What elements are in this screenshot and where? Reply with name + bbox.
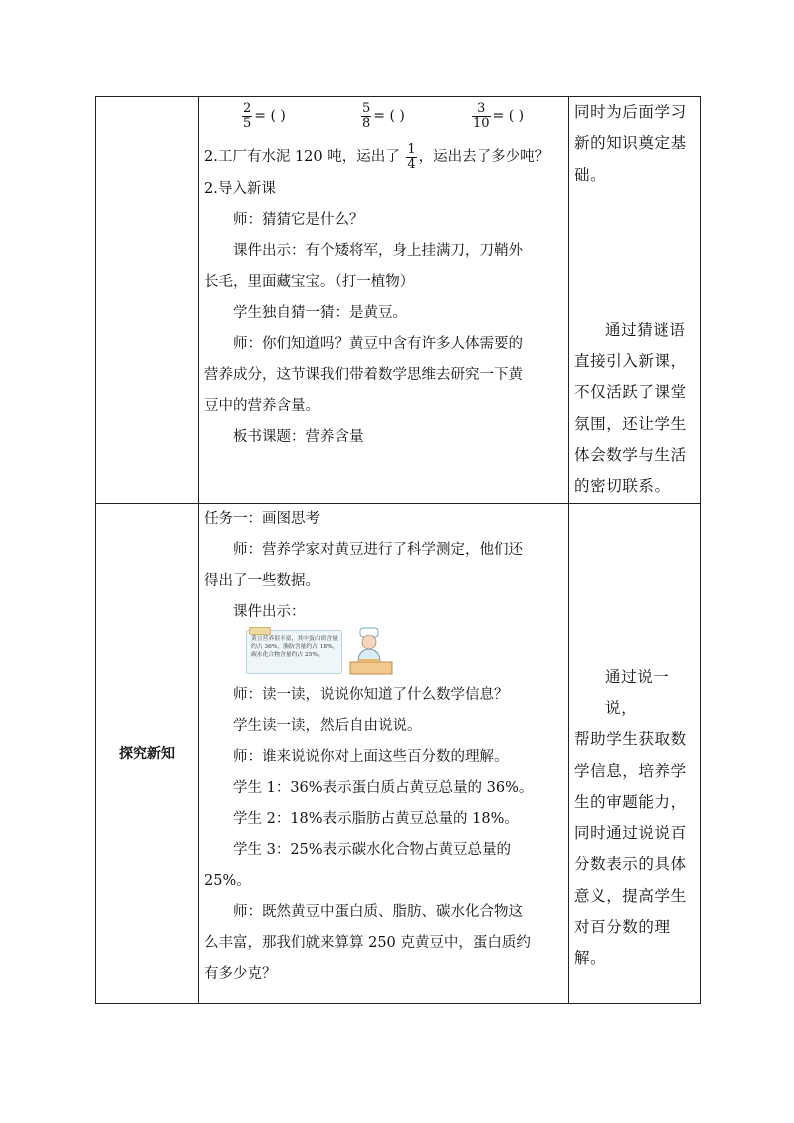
- info-card: [246, 630, 342, 674]
- note-line: 对百分数的理解。: [574, 918, 671, 968]
- text-line: 师：猜猜它是什么？: [233, 212, 364, 228]
- stage-cell: [96, 503, 199, 1003]
- text-line: 师：既然黄豆中蛋白质、脂肪、碳水化合物这: [233, 903, 523, 920]
- text-line: 营养成分，这节课我们带着数学思维去研究一下黄: [204, 367, 523, 383]
- fraction: [472, 102, 491, 131]
- fraction-exercise-row: [204, 97, 564, 141]
- note-line: 的密切联系。: [574, 477, 671, 496]
- denominator: 8: [362, 116, 371, 131]
- note-line: 生的审题能力，: [574, 792, 687, 811]
- text-line: 学生独自猜一猜：是黄豆。: [233, 305, 407, 321]
- text-line: 学生读一读，然后自由说说。: [233, 717, 422, 734]
- note-line: 新的知识奠定基: [574, 134, 687, 153]
- nutritionist-figure-icon: [346, 626, 394, 678]
- note-line: 同时通过说说百: [574, 824, 687, 843]
- text-line: 么丰富，那我们就来算算 250 克黄豆中，蛋白质约: [204, 934, 531, 951]
- fraction: [361, 102, 371, 131]
- fraction-exercise: [470, 101, 524, 133]
- note-line: 通过说一说，: [605, 667, 670, 717]
- text-line: 课件出示：有个矮将军，身上挂满刀，刀鞘外: [233, 243, 523, 259]
- note-line: 学信息，培养学: [574, 761, 687, 780]
- note-line: 帮助学生获取数: [574, 730, 687, 749]
- text-line: 师：你们知道吗？黄豆中含有许多人体需要的: [233, 336, 523, 352]
- text-line: 得出了一些数据。: [204, 572, 320, 589]
- fraction-exercise: [240, 101, 286, 133]
- text-line: 师：营养学家对黄豆进行了科学测定，他们还: [233, 541, 523, 558]
- fraction-exercise: [359, 101, 405, 133]
- note-line: 同时为后面学习: [574, 103, 687, 121]
- content-cell: [199, 503, 569, 1003]
- stage-cell-empty: [96, 97, 199, 504]
- note-cell: [569, 97, 701, 504]
- note-line: 础。: [574, 165, 607, 184]
- blank-answer: = ( ): [373, 108, 405, 124]
- lesson-plan-table: [95, 96, 701, 1004]
- book-icon: [249, 627, 271, 635]
- content-cell: [199, 97, 569, 504]
- section-heading: 任务一：画图思考: [204, 510, 320, 527]
- note-line: 通过猜谜语: [605, 320, 686, 339]
- section-heading: 2.导入新课: [204, 181, 276, 197]
- note-line: 直接引入新课，: [574, 352, 687, 371]
- numerator: 1: [407, 141, 416, 157]
- text-line: 学生 2：18%表示脂肪占黄豆总量的 18%。: [233, 810, 519, 827]
- text-line: 师：读一读，说说你知道了什么数学信息？: [233, 686, 509, 703]
- note-line: 意义，提高学生: [574, 886, 687, 905]
- question-line: [204, 141, 564, 174]
- note-line: 不仅活跃了课堂: [574, 383, 687, 402]
- numerator: 3: [472, 102, 491, 117]
- blank-answer: = ( ): [492, 108, 525, 124]
- fraction: [406, 143, 416, 172]
- note-cell: [569, 503, 701, 1003]
- text-line: 豆中的营养含量。: [204, 398, 320, 414]
- text-line: 25%。: [204, 872, 251, 889]
- text-line: 长毛，里面藏宝宝。（打一植物）: [204, 274, 415, 290]
- info-card-text: 黄豆营养很丰富，其中蛋白质含量约占 36%，脂肪含量约占 18%，碳水化合物含量约占 25%。: [251, 635, 339, 658]
- text-line: 课件出示：: [233, 603, 306, 620]
- text-line: 师：谁来说说你对上面这些百分数的理解。: [233, 748, 509, 765]
- text-line: 板书课题：营养含量: [233, 429, 364, 445]
- text-line: 学生 3：25%表示碳水化合物占黄豆总量的: [233, 841, 512, 858]
- numerator: 2: [243, 101, 252, 116]
- table-row: [96, 97, 701, 504]
- note-line: 分数表示的具体: [574, 855, 687, 874]
- stage-label: 探究新知: [119, 746, 175, 763]
- note-line: 氛围，还让学生: [574, 414, 687, 433]
- numerator: 5: [362, 101, 371, 116]
- courseware-illustration: [246, 630, 564, 676]
- text-line: 有多少克？: [204, 965, 277, 982]
- denominator: 4: [407, 156, 416, 172]
- blank-answer: = ( ): [254, 108, 286, 124]
- fraction: [242, 102, 252, 131]
- text-line: 学生 1：36%表示蛋白质占黄豆总量的 36%。: [233, 779, 534, 796]
- question-text: ，运出去了多少吨？: [418, 149, 550, 165]
- denominator: 5: [243, 116, 252, 131]
- question-text: 2.工厂有水泥 120 吨，运出了: [204, 149, 400, 165]
- table-row: [96, 503, 701, 1003]
- denominator: 10: [473, 116, 490, 131]
- note-line: 体会数学与生活: [574, 446, 687, 465]
